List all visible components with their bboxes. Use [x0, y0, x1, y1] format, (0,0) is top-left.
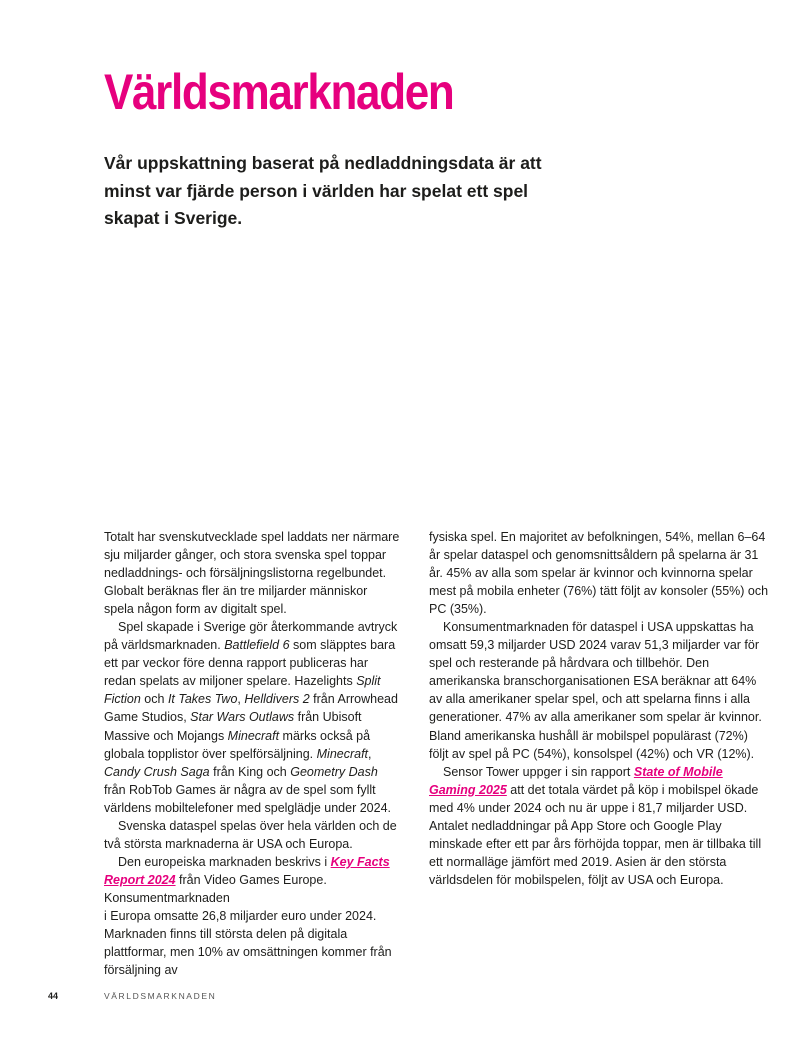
game-title: Minecraft: [227, 728, 280, 743]
game-title: Candy Crush Saga: [104, 764, 210, 779]
game-title: Battlefield 6: [224, 638, 290, 653]
lead-paragraph: Vår uppskattning baserat på nedladdningsdata är att minst var fjärde person i världen har spelat ett spel skapat i Sverige.: [104, 153, 542, 228]
game-title: It Takes Two: [167, 692, 238, 707]
page-number: 44: [48, 991, 59, 1001]
game-title: Split Fiction: [104, 674, 381, 707]
paragraph-continued: i Europa omsatte 26,8 miljarder euro under 2024. Marknaden finns till största delen på digitala plattformar, men 10% av omsättningen kommer från försäljning av: [104, 908, 392, 978]
game-title: Minecraft: [316, 746, 369, 761]
game-title: Helldivers 2: [244, 692, 310, 707]
paragraph: Spel skapade i Sverige gör återkommande avtryck på världsmarknaden. Battlefield 6 som släpptes bara ett par veckor före denna rapport publiceras har redan spelats av miljoner spelare. Hazelights Split Fiction och It Takes Two, Helldivers 2 från Arrowhead Game Studios, Star Wars Outlaws från Ubisoft Massive och Mojangs Minecraft märks också på globala topplistor över spelförsäljning. Minecraft, Candy Crush Saga från King och Geometry Dash från RobTob Games är några av de spel som fyllt världens mobiltelefoner med spelglädje under 2024.: [104, 620, 398, 815]
left-column: [104, 528, 400, 979]
game-title: Star Wars Outlaws: [190, 710, 295, 725]
paragraph: Totalt har svenskutvecklade spel laddats ner närmare sju miljarder gånger, och stora svenska spel toppar nedladdnings- och försäljningslistorna regelbundet. Globalt beräknas fler än tre miljarder människor spela någon form av digitalt spel.: [104, 530, 400, 617]
right-column: [429, 528, 769, 979]
paragraph: Svenska dataspel spelas över hela världen och de två största marknaderna är USA och Europa.: [104, 818, 397, 851]
paragraph: Konsumentmarknaden för dataspel i USA uppskattas ha omsatt 59,3 miljarder USD 2024 varav 51,3 miljarder var för spel och resterande på hårdvara och tillbehör. Den amerikanska branschorganisationen ESA beräknar att 64% av alla amerikaner spelar spel, och att spelarna finns i alla generationer. 47% av alla amerikaner som spelar är kvinnor. Bland amerikanska hushåll är mobilspel populärast (72%) följt av spel på PC (54%), konsolspel (42%) och VR (12%).: [429, 620, 762, 761]
paragraph: fysiska spel. En majoritet av befolkningen, 54%, mellan 6–64 år spelar dataspel och genomsnittsåldern på spelarna är 31 år. 45% av alla som spelar är kvinnor och kvinnorna spelar mest på mobila enheter (76%) tätt följt av konsoler (55%) och PC (35%).: [429, 530, 769, 617]
page-footer: [48, 991, 216, 1001]
running-head: VÄRLDSMARKNADEN: [104, 991, 217, 1001]
paragraph-continued: Konsumentmarknaden: [104, 890, 230, 905]
paragraph: Den europeiska marknaden beskrivs i Key Facts Report 2024 från Video Games Europe.: [104, 854, 390, 887]
paragraph: Sensor Tower uppger i sin rapport State of Mobile Gaming 2025 att det totala värdet på köp i mobilspel ökade med 4% under 2024 och nu är uppe i 81,7 miljarder USD. Antalet nedladdningar på App Store och Google Play minskade efter ett par års förhöjda toppar, men är tillbaka till ett normalläge jämfört med 2019. Asien är den största världsdelen för mobilspelen, följt av USA och Europa.: [429, 764, 762, 887]
game-title: Geometry Dash: [290, 764, 378, 779]
page-title: Världsmarknaden: [104, 64, 454, 120]
key-facts-report-link[interactable]: Key Facts Report 2024: [104, 854, 390, 887]
body-columns: [104, 528, 769, 979]
state-of-mobile-gaming-link[interactable]: State of Mobile Gaming 2025: [429, 764, 723, 797]
